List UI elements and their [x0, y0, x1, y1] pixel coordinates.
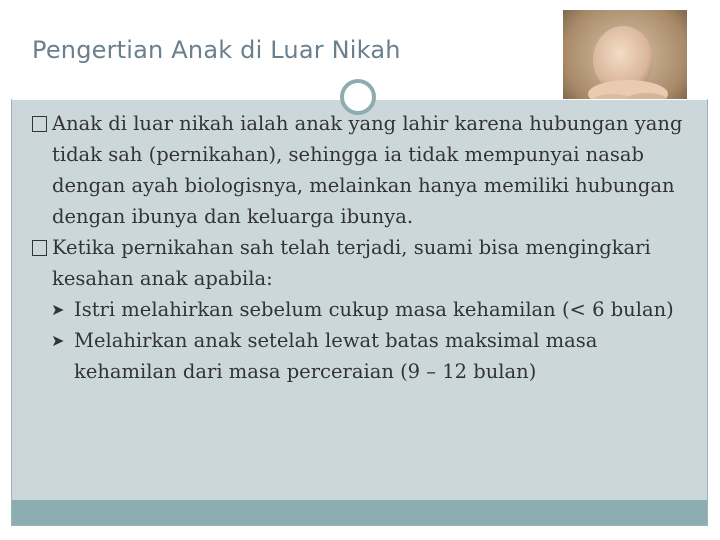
sub-bullet-item [32, 294, 692, 325]
square-bullet-icon [32, 116, 47, 132]
bullet-text: Ketika pernikahan sah telah terjadi, suami bisa mengingkari kesahan anak apabila: [52, 236, 651, 290]
arrow-bullet-icon: ➤ [51, 300, 65, 319]
bullet-item [32, 232, 692, 294]
sub-bullet-text: Istri melahirkan sebelum cukup masa kehamilan (< 6 bulan) [74, 298, 674, 321]
footer-bar [12, 500, 707, 525]
sub-bullet-item [32, 325, 692, 387]
square-bullet-icon [32, 240, 47, 256]
slide-title: Pengertian Anak di Luar Nikah [32, 36, 401, 64]
bullet-text: Anak di luar nikah ialah anak yang lahir karena hubungan yang tidak sah (pernikahan), sehingga ia tidak mempunyai nasab dengan ayah biologisnya, melainkan hanya memiliki hubungan dengan ibunya dan keluarga ibunya. [52, 112, 683, 228]
bullet-item [32, 108, 692, 232]
slide-content [32, 108, 692, 387]
arrow-bullet-icon: ➤ [51, 331, 65, 350]
sub-bullet-text: Melahirkan anak setelah lewat batas maksimal masa kehamilan dari masa perceraian (9 – 12 bulan) [74, 329, 598, 383]
